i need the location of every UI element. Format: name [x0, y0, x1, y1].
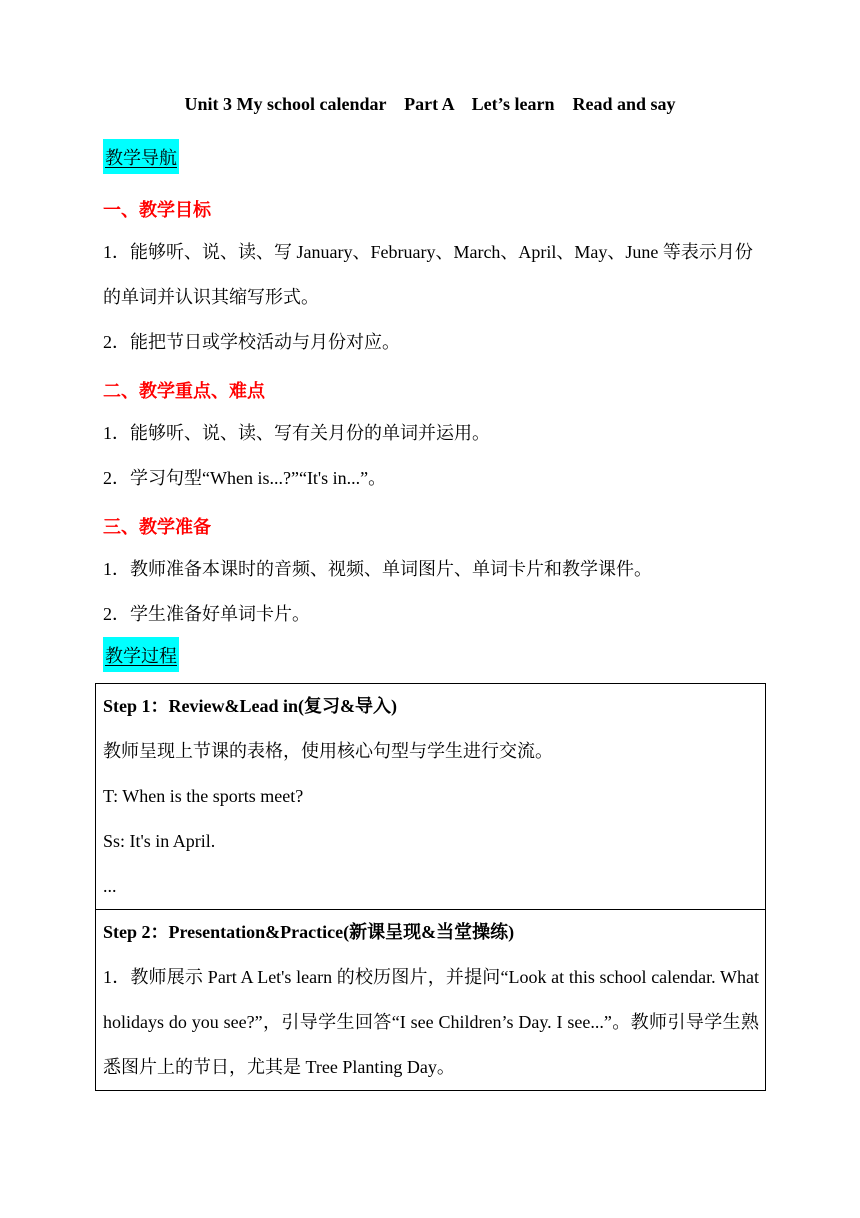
teaching-navigation-heading: 教学导航 [103, 139, 179, 174]
step-1-title: Step 1：Review&Lead in(复习&导入) [103, 696, 397, 716]
step-2-line-1: 1．教师展示 Part A Let's learn 的校历图片，并提问“Look at this school calendar. What holidays do you see?”，引导学生回答“I see Children’s Day. I see...”。教师引导学生熟悉图片上的节日，尤其是 Tree Planting Day。 [103, 967, 759, 1077]
prep-item-2: 2．学生准备好单词卡片。 [103, 604, 310, 624]
key-difficult-points-heading: 二、教学重点、难点 [103, 381, 265, 402]
keypoint-item-1: 1．能够听、说、读、写有关月份的单词并运用。 [103, 423, 490, 443]
teaching-process-heading: 教学过程 [103, 637, 179, 672]
prep-item-1: 1．教师准备本课时的音频、视频、单词图片、单词卡片和教学课件。 [103, 559, 652, 579]
step-2-cell [96, 909, 765, 1090]
step-1-line-3: Ss: It's in April. [103, 831, 216, 851]
step-2-title: Step 2：Presentation&Practice(新课呈现&当堂操练) [103, 922, 515, 942]
goal-item-1: 1．能够听、说、读、写 January、February、March、April、May、June 等表示月份的单词并认识其缩写形式。 [103, 242, 753, 307]
step-1-line-1: 教师呈现上节课的表格，使用核心句型与学生进行交流。 [103, 741, 553, 761]
goal-item-2: 2．能把节日或学校活动与月份对应。 [103, 332, 400, 352]
teaching-goals-heading: 一、教学目标 [103, 200, 211, 221]
step-1-line-4: ... [103, 876, 117, 896]
document-title: Unit 3 My school calendar Part A Let’s learn Read and say [184, 94, 676, 114]
teaching-preparation-heading: 三、教学准备 [103, 517, 211, 538]
keypoint-item-2: 2．学习句型“When is...?”“It's in...”。 [103, 468, 387, 488]
step-1-cell [96, 684, 765, 909]
step-1-line-2: T: When is the sports meet? [103, 786, 304, 806]
teaching-process-table [95, 683, 766, 1091]
